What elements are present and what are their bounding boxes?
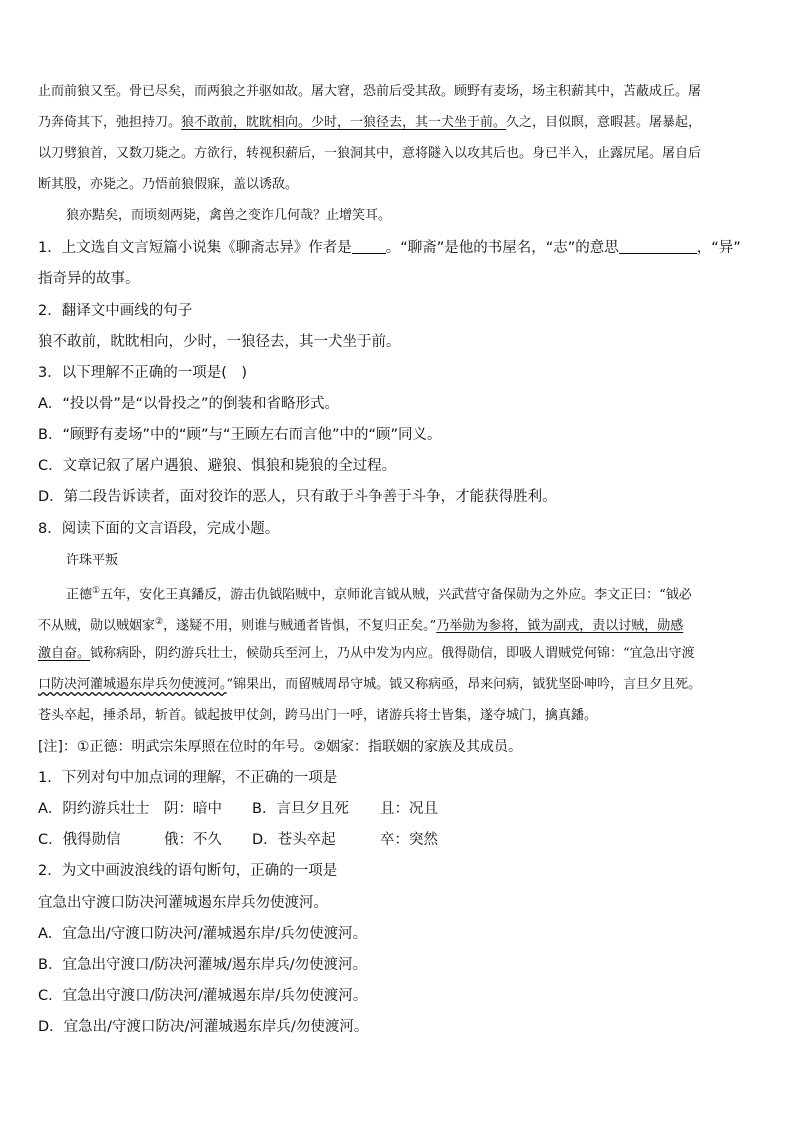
q1-text-b: 。“聊斋”是他的书屋名，“志”的意思 <box>385 240 619 256</box>
passage1-line4: 断其股，亦毙之。乃悟前狼假寐，盖以诱敌。 <box>38 177 299 192</box>
question-8-title: 8．阅读下面的文言语段，完成小题。 <box>38 521 280 537</box>
q3-option-a[interactable]: A．“投以骨”是“以骨投之”的倒装和省略形式。 <box>38 396 339 412</box>
sub2-option-b[interactable]: B．宜急出守渡口/防决河灌城/遏东岸兵/勿使渡河。 <box>38 957 368 973</box>
sub1-option-b[interactable]: B．言旦夕且死 <box>252 801 349 817</box>
sub1-options-row1 <box>38 794 756 825</box>
question-1-line2: 指奇异的故事。 <box>38 271 140 287</box>
passage2-line3 <box>38 638 756 669</box>
footnote-marker-2: ② <box>155 617 164 627</box>
passage2-line1 <box>66 576 756 610</box>
sub2-option-a[interactable]: A．宜急出/守渡口防决河/灌城遏东岸/兵勿使渡河。 <box>38 926 368 942</box>
wavy-underlined-sentence: 口防决河灌城遏东岸兵勿使渡河。 <box>38 677 227 692</box>
q1-text-a: 1．上文选自文言短篇小说集《聊斋志异》作者是 <box>38 240 352 256</box>
passage1-line2 <box>38 107 756 138</box>
passage2-line3-text: 钺称病卧，阴约游兵壮士，候勋兵至河上，乃从中发为内应。俄得勋信，即吸人谓贼党何锦：“宜急出守渡 <box>90 646 695 661</box>
sub1-gloss-b: 且：况且 <box>380 801 438 817</box>
q3-option-c[interactable]: C．文章记叙了屠户遇狼、避狼、惧狼和毙狼的全过程。 <box>38 458 397 474</box>
q3-option-d[interactable]: D．第二段告诉读者，面对狡诈的恶人，只有敢于斗争善于斗争，才能获得胜利。 <box>38 489 557 505</box>
sub1-gloss-a: 阴：暗中 <box>164 801 222 817</box>
passage2-line2-a: 不从贼，勋以贼姻家 <box>38 618 156 634</box>
sub1-option-c[interactable]: C．俄得勋信 <box>38 832 121 848</box>
passage1-line2-a: 乃奔倚其下，弛担持刀。 <box>38 115 182 130</box>
footnote: [注]：①正德：明武宗朱厚照在位时的年号。②姻家：指联姻的家族及其成员。 <box>38 739 523 755</box>
underlined-sentence: 狼不敢前，眈眈相向。少时，一狼径去，其一犬坐于前。 <box>181 115 507 130</box>
question-1 <box>38 233 756 264</box>
passage1-line3: 以刀劈狼首，又数刀毙之。方欲行，转视积薪后，一狼洞其中，意将隧入以攻其后也。身已半入，止露尻尾。屠自后 <box>38 146 702 161</box>
answer-blank-author[interactable] <box>352 239 386 254</box>
passage2-line5: 苍头卒起，捶杀昂，斩首。钺起披甲仗剑，跨马出门一呼，诸游兵将士皆集，遂夺城门，擒真鐇。 <box>38 708 598 723</box>
sub1-gloss-c: 俄：不久 <box>164 832 222 848</box>
underlined-sentence-2-end: 激自奋。 <box>38 646 91 661</box>
passage2-line1-b: 五年，安化王真鐇反，游击仇钺陷贼中，京师讹言钺从贼，兴武营守备保勋为之外应。李文正曰：“钺必 <box>100 587 692 603</box>
sub1-options-row2 <box>38 825 756 856</box>
passage2-line4 <box>38 669 756 700</box>
sub1-option-a[interactable]: A．阴约游兵壮士 <box>38 801 150 817</box>
passage1-line2-b: 久之，目似瞑，意暇甚。屠暴起， <box>506 115 702 130</box>
sub2-option-d[interactable]: D．宜急出/守渡口防决/河灌城遏东岸兵/勿使渡河。 <box>38 1019 369 1035</box>
sub1-gloss-d: 卒：突然 <box>380 832 438 848</box>
sub1-option-d[interactable]: D．苍头卒起 <box>252 832 336 848</box>
question-2-title: 2．翻译文中画线的句子 <box>38 303 193 319</box>
q3-option-b[interactable]: B．“顾野有麦场”中的“顾”与“王顾左右而言他”中的“顾”同义。 <box>38 427 442 443</box>
passage2-line2 <box>38 607 756 641</box>
passage2-line1-a: 正德 <box>66 587 93 603</box>
sub2-option-c[interactable]: C．宜急出守渡口/防决河/灌城遏东岸/兵勿使渡河。 <box>38 988 368 1004</box>
footnote-marker-1: ① <box>92 586 101 596</box>
sub-question-2-title: 2．为文中画波浪线的语句断句，正确的一项是 <box>38 863 338 879</box>
question-3-title: 3．以下理解不正确的一项是( ) <box>38 365 248 381</box>
sub-question-1-title: 1．下列对句中加点词的理解，不正确的一项是 <box>38 770 338 786</box>
passage1-line5: 狼亦黠矣，而顷刻两毙，禽兽之变诈几何哉？止增笑耳。 <box>66 208 392 223</box>
passage2-title: 许珠平叛 <box>66 553 119 568</box>
underlined-sentence-2: 乃举勋为参将，钺为副戎，责以讨贼，勋感 <box>436 618 684 634</box>
passage2-line4-b: ”锦果出，而留贼周昂守城。钺又称病亟，昂来问病，钺犹坚卧呻吟，言旦夕且死。 <box>226 677 702 692</box>
q1-text-c: ，“异” <box>696 240 741 256</box>
passage1-line1: 止而前狼又至。骨已尽矣，而两狼之并驱如故。屠大窘，恐前后受其敌。顾野有麦场，场主积薪其中，苫蔽成丘。屠 <box>38 84 702 99</box>
sub2-sentence: 宜急出守渡口防决河灌城遏东岸兵勿使渡河。 <box>38 895 328 911</box>
question-2-sentence: 狼不敢前，眈眈相向，少时，一狼径去，其一犬坐于前。 <box>38 334 401 350</box>
passage2-line2-b: ，遂疑不用，则谁与贼通者皆惧，不复归正矣。” <box>163 618 437 634</box>
answer-blank-zhi[interactable] <box>619 239 697 254</box>
